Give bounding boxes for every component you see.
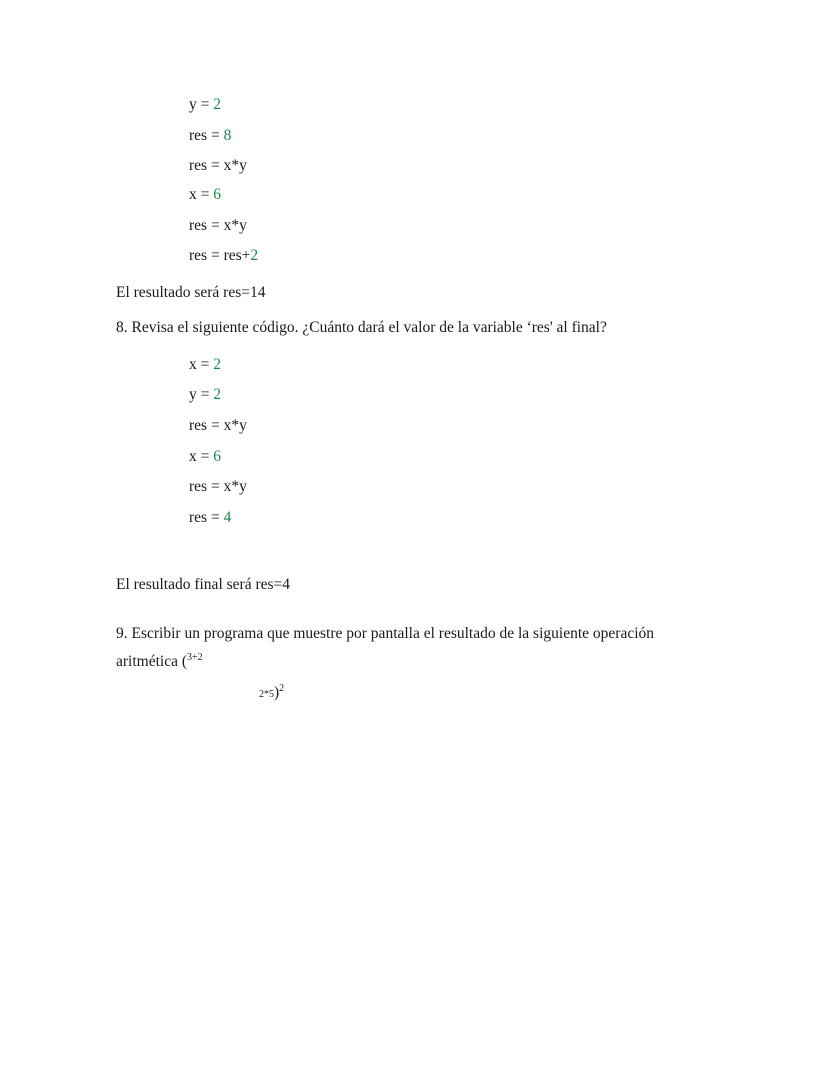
code-line: res = x*y (189, 417, 247, 434)
code-line: x = 6 (189, 448, 221, 465)
question-9-line-2: aritmética ($^{3+2}$ (116, 652, 203, 670)
code-line: res = res+2 (189, 247, 259, 264)
result-text-1: El resultado será res=14 (116, 284, 266, 301)
code-line: x = 6 (189, 186, 221, 203)
question-9-line-1: 9. Escribir un programa que muestre por pantalla el resultado de la siguiente operación (116, 625, 655, 642)
code-line: res = x*y (189, 157, 247, 174)
code-line: res = x*y (189, 217, 247, 234)
formula-denominator: 2*5)$^2$ (259, 683, 285, 701)
question-8: 8. Revisa el siguiente código. ¿Cuánto dará el valor de la variable ‘res' al final? (116, 319, 607, 336)
code-line: x = 2 (189, 356, 221, 373)
code-line: res = 4 (189, 509, 232, 526)
code-line: res = 8 (189, 127, 232, 144)
result-text-2: El resultado final será res=4 (116, 576, 291, 593)
code-line: y = 2 (189, 96, 221, 113)
code-line: res = x*y (189, 478, 247, 495)
code-line: y = 2 (189, 386, 221, 403)
